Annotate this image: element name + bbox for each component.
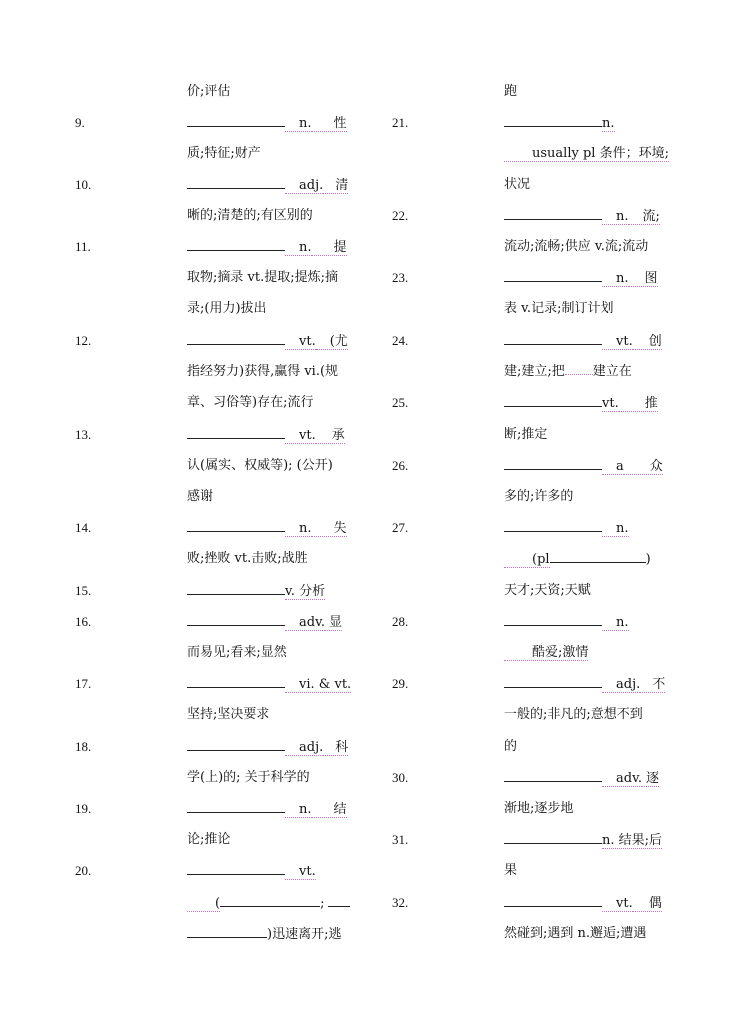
- dotted-gap: [565, 374, 593, 375]
- pos-label: n.: [602, 615, 629, 631]
- definition-text: 创: [633, 334, 662, 350]
- pos-label: n.: [285, 240, 312, 256]
- item-number: 11.: [75, 239, 91, 254]
- vocab-line: [187, 800, 347, 819]
- pos-label: n.: [285, 116, 312, 132]
- paren-text: ): [645, 552, 651, 567]
- definition-text: 认(属实、权威等); (公开): [187, 458, 333, 473]
- definition-text: 承: [316, 428, 345, 444]
- answer-blank[interactable]: [504, 332, 602, 345]
- vocab-line: [187, 114, 347, 133]
- item-number: 9.: [75, 115, 85, 130]
- pos-label: n. 结果;后: [602, 833, 663, 848]
- definition-text: 显: [325, 615, 342, 631]
- vocab-line: [504, 519, 629, 538]
- vocab-line: [187, 925, 341, 944]
- definition-text: 酷爱;激情: [504, 645, 588, 661]
- item-number: 32.: [392, 895, 409, 910]
- definition-text: 的: [504, 739, 518, 754]
- answer-blank[interactable]: [504, 831, 602, 844]
- definition-text: 指经努力)获得,赢得 vi.(规: [187, 364, 339, 379]
- pos-label: adv.: [285, 615, 325, 631]
- definition-text: 图: [629, 271, 658, 287]
- pos-label: vt.: [602, 896, 633, 912]
- definition-text: 断;推定: [504, 427, 548, 442]
- item-number: 28.: [392, 614, 409, 629]
- vocab-line: [504, 394, 658, 413]
- answer-blank[interactable]: [328, 894, 350, 907]
- pos-label: v. 分析: [285, 584, 326, 599]
- answer-blank[interactable]: [187, 675, 285, 688]
- definition-text: (尤: [316, 334, 348, 350]
- definition-text: 表 v.记录;制订计划: [504, 301, 614, 316]
- answer-blank[interactable]: [187, 925, 267, 938]
- vocab-line: [504, 332, 662, 351]
- definition-text: 流;: [629, 209, 660, 225]
- vocab-line: [504, 675, 665, 694]
- answer-blank[interactable]: [187, 738, 285, 751]
- item-number: 12.: [75, 333, 92, 348]
- definition-text: [504, 145, 669, 163]
- vocab-line: [504, 269, 658, 288]
- definition-text: 学(上)的; 关于科学的: [187, 770, 310, 785]
- answer-blank[interactable]: [187, 582, 285, 595]
- vocab-line: [187, 332, 348, 351]
- definition-text: 众: [624, 459, 663, 475]
- vocab-line: [504, 550, 651, 569]
- definition-text: 一般的;非凡的;意想不到: [504, 707, 643, 722]
- item-number: 22.: [392, 208, 409, 223]
- answer-blank[interactable]: [187, 800, 285, 813]
- answer-blank[interactable]: [504, 675, 602, 688]
- item-number: 21.: [392, 115, 409, 130]
- definition-text: 提: [312, 240, 347, 256]
- vocab-line: [187, 238, 347, 257]
- item-number: 10.: [75, 177, 92, 192]
- definition-text: 不: [640, 677, 665, 693]
- vocab-line: [504, 457, 663, 476]
- item-number: 30.: [392, 770, 409, 785]
- answer-blank[interactable]: [504, 114, 602, 127]
- definition-text: 感谢: [187, 489, 214, 504]
- definition-text: 推: [619, 396, 658, 412]
- pos-label: n.: [285, 521, 312, 537]
- definition-text: )迅速离开;逃: [267, 927, 342, 942]
- definition-text: 质;特征;财产: [187, 146, 261, 161]
- pos-label: adj.: [602, 677, 640, 693]
- item-number: 23.: [392, 270, 409, 285]
- pos-label: a: [602, 459, 624, 475]
- definition-text: 坚持;坚决要求: [187, 707, 270, 722]
- answer-blank[interactable]: [504, 457, 602, 470]
- vocab-line: [187, 862, 316, 881]
- pos-label: vt.: [602, 396, 619, 411]
- vocab-line: [504, 613, 629, 632]
- answer-blank[interactable]: [187, 238, 285, 251]
- definition-text: 而易见;看来;显然: [187, 645, 287, 660]
- definition-text: 多的;许多的: [504, 489, 574, 504]
- vocab-line: [187, 613, 342, 632]
- definition-text: 章、习俗等)存在;流行: [187, 395, 314, 410]
- definition-text: 结: [312, 802, 347, 818]
- definition-text: 失: [312, 521, 347, 537]
- definition-text: 败;挫败 vt.击败;战胜: [187, 551, 308, 566]
- paren-text: (: [187, 896, 220, 912]
- definition-text: 录;(用力)拔出: [187, 301, 267, 316]
- vocab-line: [187, 675, 351, 694]
- item-number: 16.: [75, 614, 92, 629]
- item-number: 29.: [392, 676, 409, 691]
- answer-blank[interactable]: [504, 519, 602, 532]
- vocab-line: [187, 426, 345, 445]
- pos-label: vt.: [285, 334, 316, 350]
- item-number: 25.: [392, 395, 409, 410]
- answer-blank[interactable]: [504, 894, 602, 907]
- item-number: 19.: [75, 801, 92, 816]
- answer-blank[interactable]: [504, 769, 602, 782]
- pos-label: vt.: [285, 864, 316, 880]
- right-top-text: 跑: [504, 84, 518, 99]
- pos-label: vt.: [285, 428, 316, 444]
- vocab-line: [504, 769, 659, 788]
- item-number: 31.: [392, 832, 409, 847]
- definition-text: 科: [323, 740, 348, 756]
- pos-label: n.: [285, 802, 312, 818]
- answer-blank[interactable]: [187, 114, 285, 127]
- vocab-line: [504, 894, 662, 913]
- definition-text: 天才;天资;天赋: [504, 583, 591, 598]
- definition-text: 然碰到;遇到 n.邂逅;遭遇: [504, 926, 647, 941]
- pos-label: vi. & vt.: [285, 677, 351, 693]
- definition-text: 晰的;清楚的;有区别的: [187, 208, 313, 223]
- left-top-text: 价;评估: [187, 84, 231, 99]
- pos-label: vt.: [602, 334, 633, 350]
- definition-text: 论;推论: [187, 832, 231, 847]
- pos-label: n.: [602, 521, 629, 537]
- vocab-line: [504, 207, 660, 226]
- answer-blank[interactable]: [504, 613, 602, 626]
- definition-text: [504, 644, 588, 662]
- answer-blank[interactable]: [504, 269, 602, 282]
- definition-text: 建;建立;把: [504, 364, 565, 379]
- definition-text: usually pl 条件；环境;: [504, 146, 669, 162]
- definition-text: 流动;流畅;供应 v.流;流动: [504, 239, 649, 254]
- pos-label: n.: [602, 271, 629, 287]
- answer-blank[interactable]: [504, 394, 602, 407]
- definition-text: 建立在: [592, 364, 632, 379]
- answer-blank[interactable]: [504, 207, 602, 220]
- vocab-line: [187, 519, 347, 538]
- vocab-line: [504, 831, 662, 850]
- pos-label: adj.: [285, 740, 323, 756]
- item-number: 17.: [75, 676, 92, 691]
- answer-blank[interactable]: [220, 894, 320, 907]
- vocab-line: [187, 176, 348, 195]
- definition-text: 偶: [633, 896, 662, 912]
- pos-label: n.: [602, 209, 629, 225]
- vocab-line: [187, 894, 350, 913]
- answer-blank[interactable]: [187, 332, 285, 345]
- definition-text: 取物;摘录 vt.提取;提炼;摘: [187, 270, 338, 285]
- vocab-line: [187, 738, 348, 757]
- item-number: 24.: [392, 333, 409, 348]
- answer-blank[interactable]: [187, 862, 285, 875]
- answer-blank[interactable]: [187, 613, 285, 626]
- definition-text: 状况: [504, 177, 531, 192]
- paren-text: ;: [320, 896, 325, 911]
- vocab-line: [504, 363, 632, 381]
- item-number: 18.: [75, 739, 92, 754]
- item-number: 26.: [392, 458, 409, 473]
- vocab-line: [187, 582, 325, 601]
- answer-blank[interactable]: [187, 426, 285, 439]
- answer-blank[interactable]: [550, 550, 646, 563]
- item-number: 15.: [75, 583, 92, 598]
- pos-label: adj.: [285, 178, 323, 194]
- definition-text: 性: [312, 116, 347, 132]
- definition-text: 果: [504, 863, 518, 878]
- definition-text: 逐: [642, 771, 659, 787]
- item-number: 13.: [75, 427, 92, 442]
- definition-text: 渐地;逐步地: [504, 801, 574, 816]
- pos-label: adv.: [602, 771, 642, 787]
- item-number: 20.: [75, 863, 92, 878]
- vocab-line: [504, 114, 615, 133]
- answer-blank[interactable]: [187, 519, 285, 532]
- item-number: 14.: [75, 520, 92, 535]
- definition-text: 清: [323, 178, 348, 194]
- pos-label: n.: [602, 116, 615, 131]
- answer-blank[interactable]: [187, 176, 285, 189]
- paren-text: (pl: [504, 552, 550, 568]
- item-number: 27.: [392, 520, 409, 535]
